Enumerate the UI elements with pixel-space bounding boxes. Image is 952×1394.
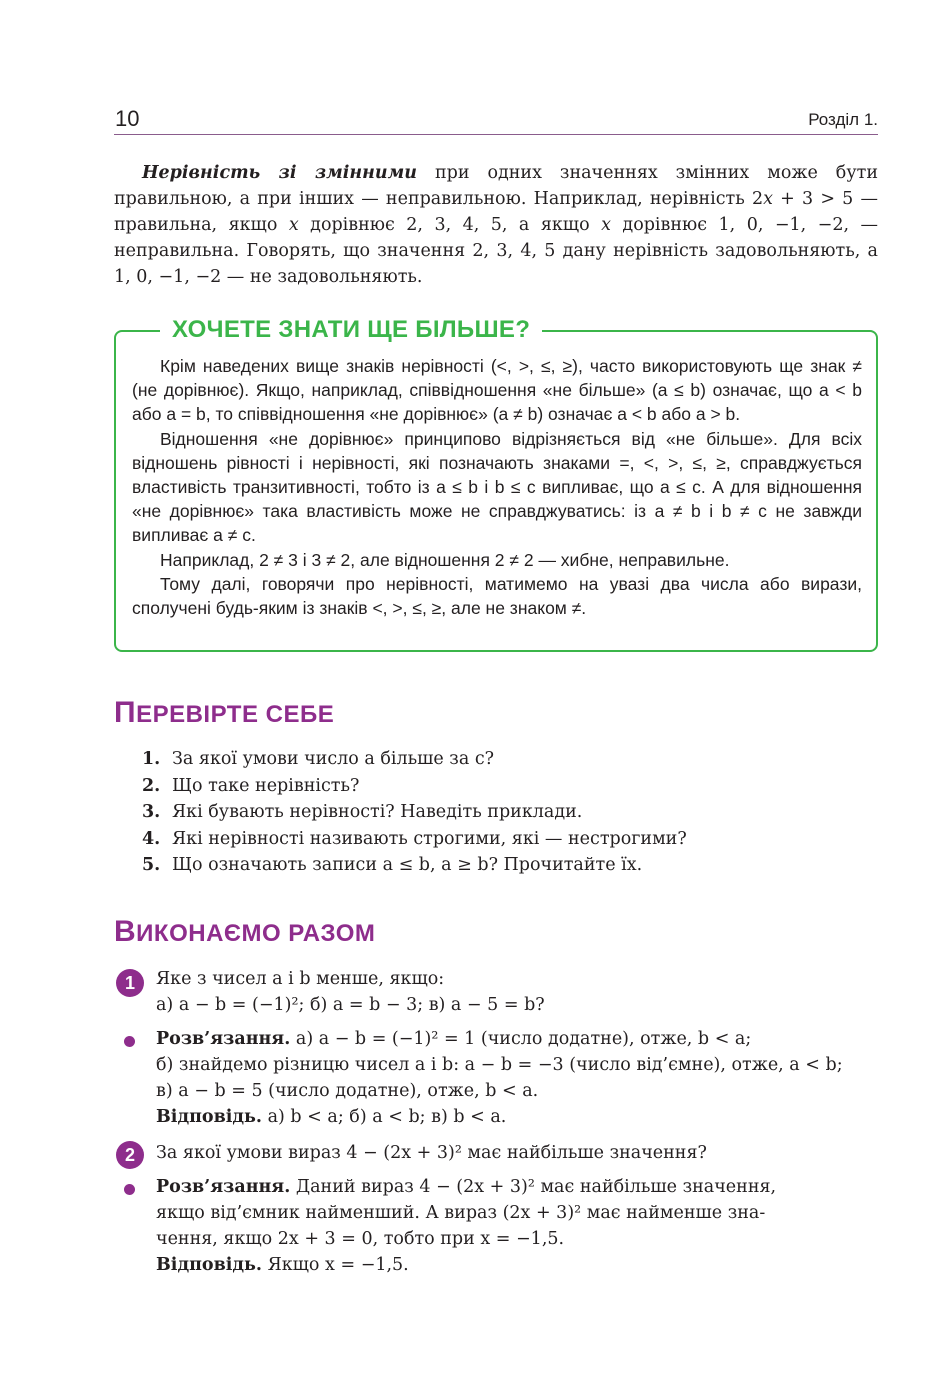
know-more-box: [114, 316, 878, 652]
box-paragraph-3: Наприклад, 2 ≠ 3 і 3 ≠ 2, але відношення 2 ≠ 2 — хибне, неправильне.: [160, 549, 730, 570]
solution-label: Розв’язання.: [156, 1177, 291, 1197]
var-x: x: [601, 215, 611, 235]
questions-list: [142, 746, 882, 879]
page-header: [114, 106, 878, 135]
chapter-label: Розділ 1.: [808, 110, 878, 129]
answer-text: Якщо x = −1,5.: [262, 1255, 409, 1275]
title-cap: П: [114, 696, 137, 729]
box-body: [132, 354, 862, 620]
var-x: x: [288, 215, 299, 235]
exercise-1-solution: [156, 1026, 880, 1130]
question-number: 4.: [142, 828, 161, 849]
question-number: 5.: [142, 855, 161, 875]
question-item: [142, 852, 882, 879]
answer-label: Відповідь.: [156, 1255, 263, 1275]
question-number: 2.: [142, 775, 161, 796]
task-line: а) a − b = (−1)²; б) a = b − 3; в) a − 5 = b?: [156, 995, 545, 1015]
question-number: 3.: [142, 802, 161, 822]
var-x: x: [763, 189, 773, 209]
exercise-number-badge: 1: [116, 969, 144, 997]
question-text: Що означають записи a ≤ b, a ≥ b? Прочитайте їх.: [172, 855, 643, 875]
solution-line: в) a − b = 5 (число додатне), отже, b < a.: [156, 1081, 539, 1101]
intro-paragraph: [114, 160, 878, 290]
question-item: [142, 826, 882, 853]
intro-text-3: дорівнює 2, 3, 4, 5, а якщо: [298, 215, 602, 235]
question-text: За якої умови число a більше за c?: [172, 749, 495, 769]
exercise-2-task: [156, 1140, 880, 1166]
answer-text: а) b < a; б) a < b; в) b < a.: [262, 1107, 507, 1127]
solution-line: а) a − b = (−1)² = 1 (число додатне), отже, b < a;: [290, 1029, 752, 1049]
task-line: За якої умови вираз 4 − (2x + 3)² має найбільше значення?: [156, 1143, 707, 1163]
section-title-check: [114, 695, 334, 733]
solution-line: Даний вираз 4 − (2x + 3)² має найбільше значення,: [290, 1177, 777, 1197]
solution-label: Розв’язання.: [156, 1029, 291, 1049]
question-item: [142, 746, 882, 773]
intro-text-2: + 3 > 5 — правильна, якщо: [114, 189, 878, 235]
exercise-number-badge: 2: [116, 1141, 144, 1169]
question-text: Які бувають нерівності? Наведіть приклади.: [172, 802, 583, 822]
section-title-together: [114, 914, 375, 952]
question-text: Що таке нерівність?: [172, 775, 360, 796]
intro-text-1: при одних значеннях змінних може бути правильною, а при інших — неправильною. Наприклад, нерівність 2: [114, 163, 878, 209]
lead-term: Нерівність зі змінними: [142, 163, 418, 183]
exercise-2-solution: [156, 1174, 880, 1278]
box-title: ХОЧЕТЕ ЗНАТИ ЩЕ БІЛЬШЕ?: [160, 315, 542, 345]
solution-bullet: [124, 1036, 135, 1047]
solution-bullet: [124, 1184, 135, 1195]
solution-line: якщо від’ємник найменший. А вираз (2x + 3)² має найменше зна-: [156, 1203, 766, 1223]
solution-line: б) знайдемо різницю чисел a і b: a − b = −3 (число від’ємне), отже, a < b;: [156, 1055, 843, 1075]
box-paragraph-2: Відношення «не дорівнює» принципово відрізняється від «не більше». Для всіх відношень рівності і нерівності, які позначають знаками =, <, >, ≤, ≥, справджується властивість транзитивності, тобто із a ≤ b і b ≤ c випливає, що a ≤ c. А для відношення «не дорівнює» така властивість може не справджуватись: із a ≠ b і b ≠ c не завжди випливає a ≠ c.: [132, 428, 862, 546]
page-number: 10: [115, 106, 140, 131]
intro-text-4: дорівнює 1, 0, −1, −2, — неправильна. Говорять, що значення 2, 3, 4, 5 дану нерівність задовольняють, а 1, 0, −1, −2 — не задовольняють.: [114, 215, 879, 287]
question-item: [142, 773, 882, 800]
task-line: Яке з чисел a і b менше, якщо:: [156, 969, 445, 989]
question-text: Які нерівності називають строгими, які — нестрогими?: [172, 828, 687, 849]
exercise-1-task: [156, 966, 880, 1018]
question-item: [142, 799, 882, 826]
question-number: 1.: [142, 749, 161, 769]
box-paragraph-1: Крім наведених вище знаків нерівності (<, >, ≤, ≥), часто використовують ще знак ≠ (не дорівнює). Якщо, наприклад, співвідношення «не більше» (a ≤ b) означає, що a < b або a = b, то співвідношення «не дорівнює» (a ≠ b) означає a < b або a > b.: [132, 356, 862, 425]
title-rest: ИКОНАЄМО РАЗОМ: [136, 920, 376, 947]
title-cap: В: [114, 915, 137, 948]
solution-line: чення, якщо 2x + 3 = 0, тобто при x = −1,5.: [156, 1229, 565, 1249]
answer-label: Відповідь.: [156, 1107, 263, 1127]
title-rest: ЕРЕВІРТЕ СЕБЕ: [136, 701, 335, 728]
box-paragraph-4: Тому далі, говорячи про нерівності, матимемо на увазі два числа або вирази, сполучені будь-яким із знаків <, >, ≤, ≥, але не знаком ≠.: [132, 573, 862, 619]
